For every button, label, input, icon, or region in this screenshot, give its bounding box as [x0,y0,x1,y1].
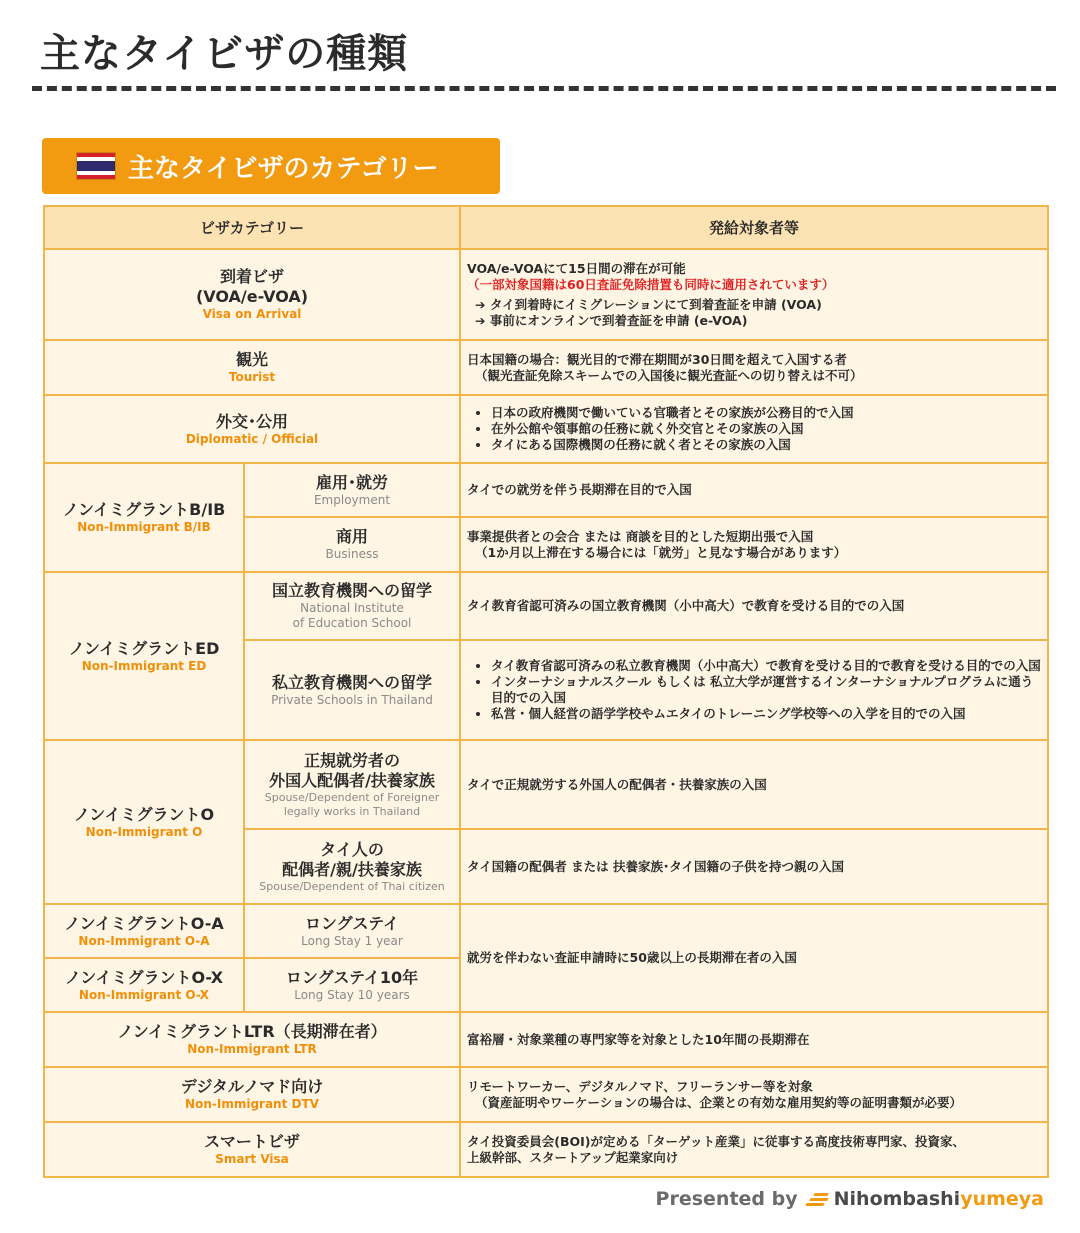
thailand-flag-icon [76,152,116,180]
description-national-school: タイ教育省認可済みの国立教育機関（小中高大）で教育を受ける目的での入国 [460,572,1048,640]
table-row-smart [44,1122,1048,1177]
category-nonimmigrant-ox: ノンイミグラントO-X Non-Immigrant O-X [44,958,244,1012]
category-nonimmigrant-dtv: デジタルノマド向け Non-Immigrant DTV [44,1067,460,1122]
description-dtv: リモートワーカー、デジタルノマド、フリーランサー等を対象 （資産証明やワーケーションの場合は、企業との有効な雇用契約等の証明書類が必要） [460,1067,1048,1122]
category-diplomatic: 外交･公用 Diplomatic / Official [44,395,460,463]
table-row-ltr [44,1012,1048,1067]
page-title: 主なタイビザの種類 [40,31,409,77]
list-item: • 日本の政府機関で働いている官職者とその家族が公務目的で入国 [491,405,1041,421]
category-nonimmigrant-o: ノンイミグラントO Non-Immigrant O [44,740,244,904]
title-divider [32,86,1056,91]
description-ltr: 富裕層・対象業種の専門家等を対象とした10年間の長期滞在 [460,1012,1048,1067]
description-tourist: 日本国籍の場合：観光目的で滞在期間が30日間を超えて入国する者 （観光査証免除スキームでの入国後に観光査証への切り替えは不可） [460,340,1048,395]
category-nonimmigrant-ed: ノンイミグラントED Non-Immigrant ED [44,572,244,740]
table-row-diplomatic [44,395,1048,463]
description-thai-spouse: タイ国籍の配偶者 または 扶養家族･タイ国籍の子供を持つ親の入国 [460,829,1048,904]
header-eligibility: 発給対象者等 [460,206,1048,249]
list-item: • 私営・個人経営の語学学校やムエタイのトレーニング学校等への入学を目的での入国 [491,706,1041,722]
header-category: ビザカテゴリー [44,206,460,249]
list-item: • 在外公館や領事館の任務に就く外交官とその家族の入国 [491,421,1041,437]
category-nonimmigrant-ltr: ノンイミグラントLTR（長期滞在者） Non-Immigrant LTR [44,1012,460,1067]
category-nonimmigrant-oa: ノンイミグラントO-A Non-Immigrant O-A [44,904,244,958]
description-longstay: 就労を伴わない査証申請時に50歳以上の長期滞在者の入国 [460,904,1048,1012]
list-item: • タイ教育省認可済みの私立教育機関（小中高大）で教育を受ける目的で教育を受ける目的での入国 [491,658,1041,674]
table-row-o-spouse [44,740,1048,829]
subcategory-foreign-spouse: 正規就労者の 外国人配偶者/扶養家族 Spouse/Dependent of Foreigner legally works in Thailand [244,740,460,829]
description-foreign-spouse: タイで正規就労する外国人の配偶者・扶養家族の入国 [460,740,1048,829]
category-voa: 到着ビザ (VOA/e-VOA) Visa on Arrival [44,249,460,340]
description-private-school [460,640,1048,740]
table-row-voa [44,249,1048,340]
subcategory-employment: 雇用･就労 Employment [244,463,460,517]
table-row-b-employment [44,463,1048,517]
table-row-oa [44,904,1048,958]
list-item: • インターナショナルスクール もしくは 私立大学が運営するインターナショナルプログラムに通う目的での入国 [491,674,1041,706]
category-banner [42,138,500,194]
list-item: • タイにある国際機関の任務に就く者とその家族の入国 [491,437,1041,453]
description-business: 事業提供者との会合 または 商談を目的とした短期出張で入国 （1か月以上滞在する場合には「就労」と見なす場合があります） [460,517,1048,572]
banner-title: 主なタイビザのカテゴリー [128,153,439,184]
subcategory-private-school: 私立教育機関への留学 Private Schools in Thailand [244,640,460,740]
category-nonimmigrant-b: ノンイミグラントB/IB Non-Immigrant B/IB [44,463,244,572]
subcategory-thai-spouse: タイ人の 配偶者/親/扶養家族 Spouse/Dependent of Thai citizen [244,829,460,904]
subcategory-longstay: ロングステイ Long Stay 1 year [244,904,460,958]
description-smart-visa: タイ投資委員会(BOI)が定める「ターゲット産業」に従事する高度技術専門家、投資家、 上級幹部、スタートアップ起業家向け [460,1122,1048,1177]
presented-by-label: Presented by [655,1188,798,1210]
visa-table [43,205,1049,1178]
brand-name-part1: Nihombashi [833,1188,961,1210]
table-row-ed-national [44,572,1048,640]
description-employment: タイでの就労を伴う長期滞在目的で入国 [460,463,1048,517]
footer-credit [656,1188,1044,1210]
nihombashiyumeya-logo-icon [806,1191,828,1207]
brand-name-part2: yumeya [960,1188,1044,1210]
subcategory-business: 商用 Business [244,517,460,572]
subcategory-national-school: 国立教育機関への留学 National Institute of Education School [244,572,460,640]
category-tourist: 観光 Tourist [44,340,460,395]
description-diplomatic [460,395,1048,463]
description-voa: VOA/e-VOAにて15日間の滞在が可能 （一部対象国籍は60日査証免除措置も同時に適用されています） ➔ タイ到着時にイミグレーションにて到着査証を申請 (VOA) ➔ 事前にオンラインで到着査証を申請 (e-VOA) [460,249,1048,340]
table-row-dtv [44,1067,1048,1122]
category-smart-visa: スマートビザ Smart Visa [44,1122,460,1177]
table-row-tourist [44,340,1048,395]
subcategory-longstay-10: ロングステイ10年 Long Stay 10 years [244,958,460,1012]
table-header-row [44,206,1048,249]
